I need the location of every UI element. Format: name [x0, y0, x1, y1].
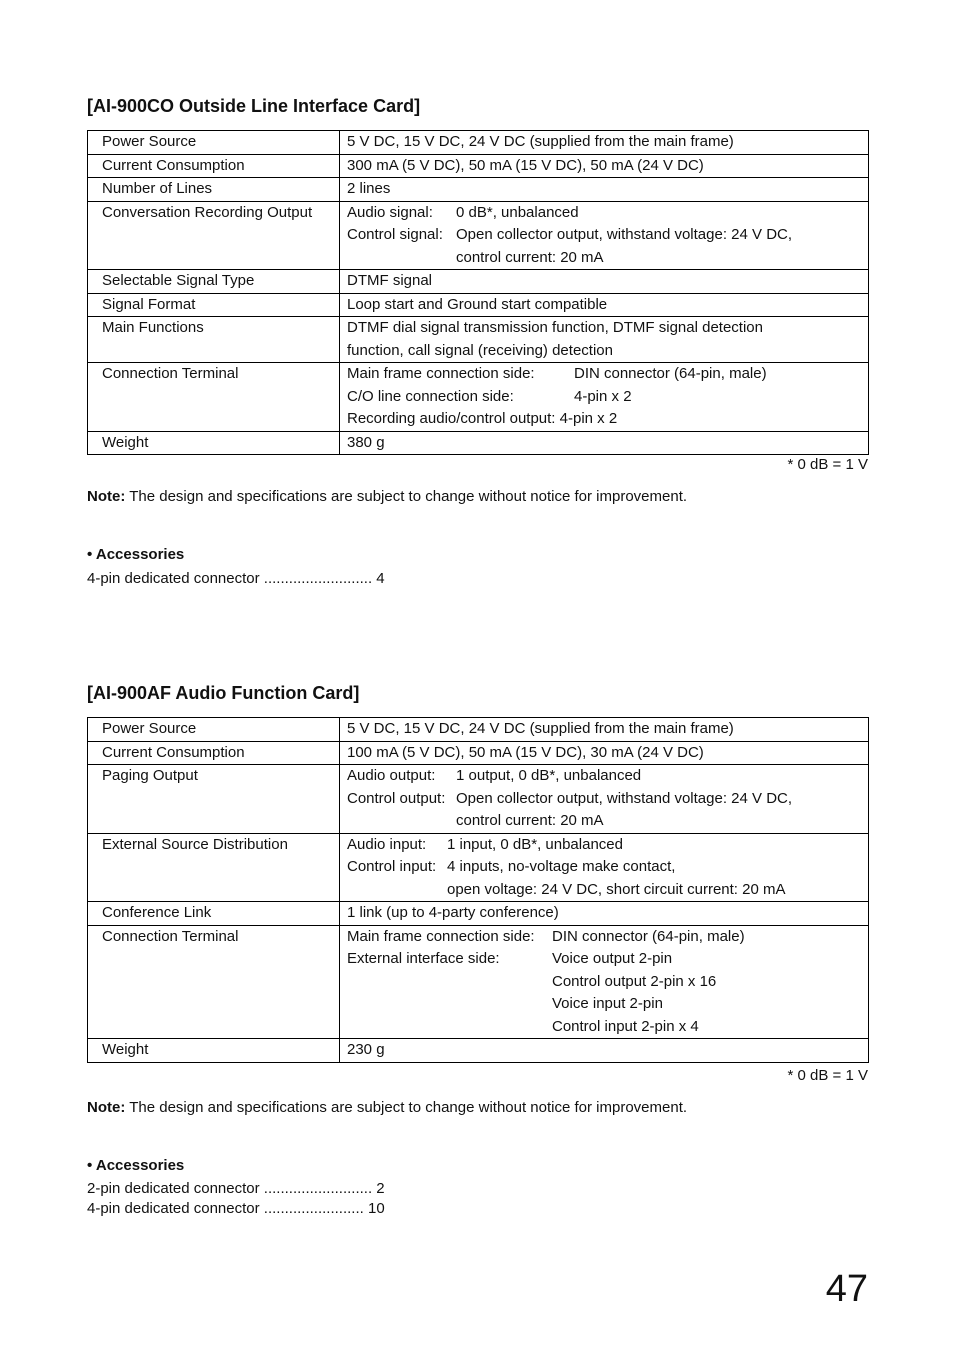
spec-value: 5 V DC, 15 V DC, 24 V DC (supplied from the main frame) [340, 131, 869, 155]
spec-subvalue: open voltage: 24 V DC, short circuit current: 20 mA [447, 880, 786, 898]
spec-table-ai900co [87, 130, 869, 455]
footnote: * 0 dB = 1 V [787, 1067, 868, 1084]
spec-value [340, 317, 869, 363]
spec-key: Main Functions [88, 317, 340, 363]
note [87, 1099, 687, 1116]
spec-key: Connection Terminal [88, 925, 340, 1039]
spec-subvalue: control current: 20 mA [456, 248, 604, 266]
table-row [88, 201, 869, 270]
spec-value [340, 201, 869, 270]
spec-value: 1 link (up to 4-party conference) [340, 902, 869, 926]
table-row [88, 718, 869, 742]
spec-key: Current Consumption [88, 154, 340, 178]
accessories-title: • Accessories [87, 1157, 185, 1174]
note-label: Note: [87, 488, 126, 505]
spec-key: Paging Output [88, 765, 340, 834]
spec-key: Conference Link [88, 902, 340, 926]
section-title-ai900af: [AI-900AF Audio Function Card] [87, 683, 360, 703]
spec-sublabel: Control signal: [347, 226, 443, 243]
spec-sublabel: Audio output: [347, 767, 436, 784]
spec-value [340, 925, 869, 1039]
spec-subvalue: Open collector output, withstand voltage: 24 V DC, [456, 789, 793, 807]
spec-sublabel: Audio input: [347, 835, 427, 853]
accessory-item: 4-pin dedicated connector ........................ 10 [87, 1200, 385, 1217]
spec-value: 100 mA (5 V DC), 50 mA (15 V DC), 30 mA (24 V DC) [340, 741, 869, 765]
spec-key: Conversation Recording Output [88, 201, 340, 270]
table-row [88, 131, 869, 155]
table-row [88, 178, 869, 202]
spec-key: Current Consumption [88, 741, 340, 765]
table-row [88, 765, 869, 834]
spec-value: 230 g [340, 1039, 869, 1063]
table-row [88, 317, 869, 363]
accessory-item: 2-pin dedicated connector .......................... 2 [87, 1180, 385, 1197]
spec-value [340, 363, 869, 432]
spec-key: External Source Distribution [88, 833, 340, 902]
footnote: * 0 dB = 1 V [787, 456, 868, 473]
spec-key: Weight [88, 1039, 340, 1063]
table-row [88, 363, 869, 432]
spec-subvalue: DIN connector (64-pin, male) [552, 927, 745, 945]
spec-subvalue: DIN connector (64-pin, male) [574, 365, 767, 382]
spec-subvalue: 1 input, 0 dB*, unbalanced [447, 835, 623, 853]
spec-sublabel: Control output: [347, 789, 446, 807]
spec-table-ai900af [87, 717, 869, 1063]
spec-key: Number of Lines [88, 178, 340, 202]
table-row [88, 902, 869, 926]
spec-value [340, 833, 869, 902]
table-row [88, 741, 869, 765]
spec-sublabel: Audio signal: [347, 203, 433, 221]
spec-subvalue: Open collector output, withstand voltage: 24 V DC, [456, 226, 793, 243]
spec-value: 300 mA (5 V DC), 50 mA (15 V DC), 50 mA (24 V DC) [340, 154, 869, 178]
spec-subvalue: Recording audio/control output: 4-pin x 2 [347, 410, 618, 427]
spec-value: DTMF signal [340, 270, 869, 294]
table-row [88, 293, 869, 317]
spec-sublabel: Main frame connection side: [347, 365, 535, 382]
spec-subvalue: control current: 20 mA [456, 812, 604, 829]
spec-subvalue: Control output 2-pin x 16 [552, 972, 717, 990]
spec-value: 2 lines [340, 178, 869, 202]
spec-key: Power Source [88, 131, 340, 155]
spec-value: 380 g [340, 431, 869, 455]
spec-subvalue: 4 inputs, no-voltage make contact, [447, 858, 676, 875]
spec-key: Power Source [88, 718, 340, 742]
table-row [88, 1039, 869, 1063]
spec-sublabel: C/O line connection side: [347, 387, 514, 405]
spec-subvalue: 1 output, 0 dB*, unbalanced [456, 767, 642, 784]
page-number: 47 [825, 1268, 868, 1310]
spec-subvalue: Voice input 2-pin [552, 995, 663, 1012]
spec-subvalue: Control input 2-pin x 4 [552, 1017, 699, 1035]
spec-sublabel: Control input: [347, 858, 437, 875]
table-row [88, 270, 869, 294]
spec-sublabel: External interface side: [347, 950, 500, 967]
spec-subvalue: 0 dB*, unbalanced [456, 203, 579, 221]
table-row [88, 154, 869, 178]
spec-subvalue: 4-pin x 2 [574, 387, 632, 405]
table-row [88, 833, 869, 902]
spec-value: 5 V DC, 15 V DC, 24 V DC (supplied from the main frame) [340, 718, 869, 742]
spec-sublabel: Main frame connection side: [347, 927, 535, 945]
accessories-title: • Accessories [87, 546, 185, 563]
accessory-item: 4-pin dedicated connector .......................... 4 [87, 570, 385, 587]
spec-key: Signal Format [88, 293, 340, 317]
spec-value: Loop start and Ground start compatible [340, 293, 869, 317]
spec-value [340, 765, 869, 834]
table-row [88, 925, 869, 1039]
spec-key: Weight [88, 431, 340, 455]
spec-key: Connection Terminal [88, 363, 340, 432]
spec-subvalue: Voice output 2-pin [552, 950, 673, 967]
note-label: Note: [87, 1099, 126, 1116]
note-text: The design and specifications are subject to change without notice for improvement. [125, 488, 688, 505]
note-text: The design and specifications are subject to change without notice for improvement. [125, 1099, 688, 1116]
table-row [88, 431, 869, 455]
note [87, 488, 687, 505]
spec-subvalue: function, call signal (receiving) detection [347, 341, 613, 359]
spec-subvalue: DTMF dial signal transmission function, DTMF signal detection [347, 319, 763, 336]
spec-key: Selectable Signal Type [88, 270, 340, 294]
section-title-ai900co: [AI-900CO Outside Line Interface Card] [87, 96, 421, 116]
